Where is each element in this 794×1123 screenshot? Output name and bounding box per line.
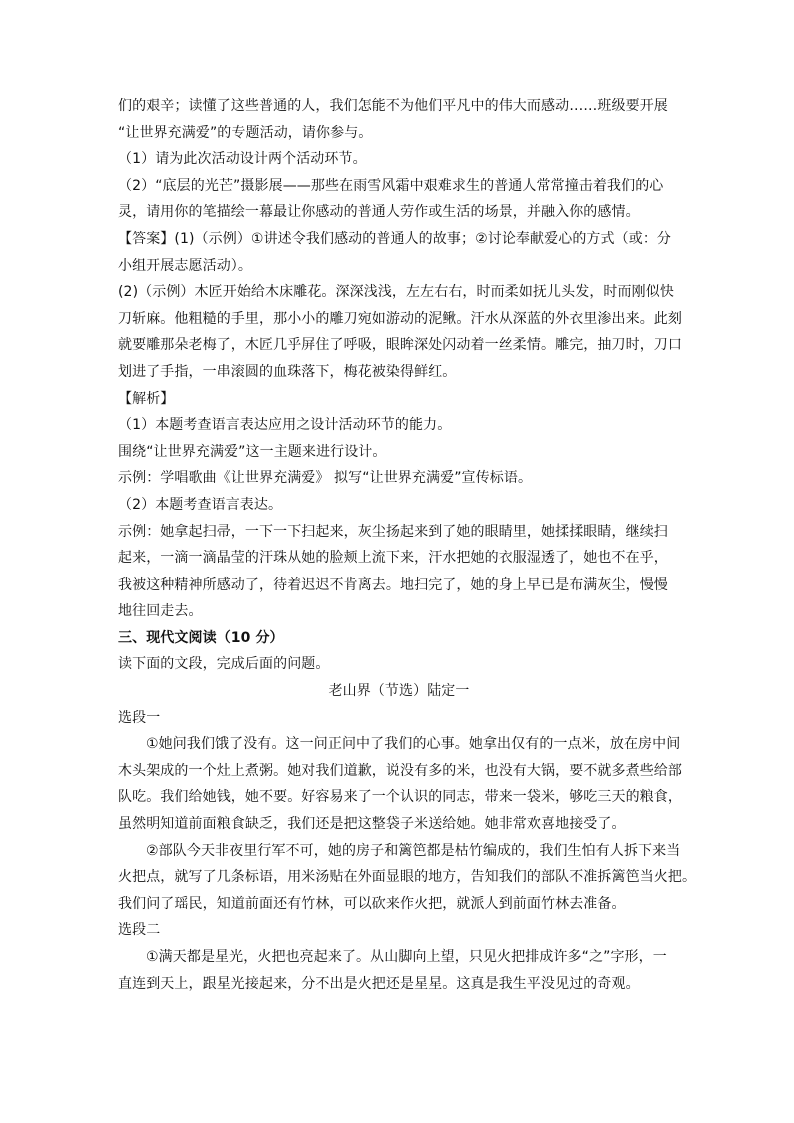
excerpt-label: 选段二 xyxy=(118,922,161,939)
text-line: （1）本题考查语言表达应用之设计活动环节的能力。 xyxy=(118,417,452,434)
text-line: 火把点，就写了几条标语，用米汤贴在外面显眼的地方，告知我们的部队不准拆篱笆当火把。 xyxy=(118,869,697,886)
text-line: 虽然明知道前面粮食缺乏，我们还是把这整袋子米送给她。她非常欢喜地接受了。 xyxy=(118,816,626,833)
text-line: ①她问我们饿了没有。这一问正问中了我们的心事。她拿出仅有的一点米，放在房中间 xyxy=(146,736,681,753)
instruction-line: 读下面的文段，完成后面的问题。 xyxy=(118,656,330,673)
text-line: 地往回走去。 xyxy=(118,603,203,620)
text-line: 刀斩麻。他粗糙的手里，那小小的雕刀宛如游动的泥鳅。汗水从深蓝的外衣里渗出来。此刻 xyxy=(118,310,682,327)
text-line: 们的艰辛；读懂了这些普通的人，我们怎能不为他们平凡中的伟大而感动……班级要开展 xyxy=(118,98,668,114)
text-line: 队吃。我们给她钱，她不要。好容易来了一个认识的同志，带来一袋米，够吃三天的粮食， xyxy=(118,789,682,806)
text-line: 木头架成的一个灶上煮粥。她对我们道歉，说没有多的米，也没有大锅，要不就多煮些给部 xyxy=(118,762,682,779)
text-line: （1）请为此次活动设计两个活动环节。 xyxy=(118,151,367,168)
text-line: （2）本题考查语言表达。 xyxy=(118,496,283,513)
answer-line: 【答案】(1)（示例）①讲述令我们感动的普通人的故事；②讨论奉献爱心的方式（或：分 xyxy=(118,230,672,247)
text-line: 划进了手指，一串滚圆的血珠落下，梅花被染得鲜红。 xyxy=(118,363,457,380)
analysis-heading: 【解析】 xyxy=(118,390,175,407)
text-line: (2)（示例）木匠开始给木床雕花。深深浅浅，左左右右，时而柔如抚儿头发，时而刚似快 xyxy=(118,284,674,301)
text-line: “让世界充满爱”的专题活动，请你参与。 xyxy=(118,124,373,141)
text-line: 围绕“让世界充满爱”这一主题来进行设计。 xyxy=(118,443,387,460)
text-line: ①满天都是星光，火把也亮起来了。从山脚向上望，只见火把排成许多“之”字形，一 xyxy=(146,949,667,965)
document-body xyxy=(118,93,697,997)
excerpt-label: 选段一 xyxy=(118,709,161,726)
text-line: 示例：学唱歌曲《让世界充满爱》 拟写“让世界充满爱”宣传标语。 xyxy=(118,470,533,487)
text-line: 起来，一滴一滴晶莹的汗珠从她的脸颊上流下来，汗水把她的衣服湿透了，她也不在乎， xyxy=(118,550,668,567)
passage-title: 老山界（节选）陆定一 xyxy=(328,683,470,700)
section-heading: 三、现代文阅读（10 分） xyxy=(118,629,284,646)
text-line: 灵，请用你的笔描绘一幕最让你感动的普通人劳作或生活的场景，并融入你的感情。 xyxy=(118,204,640,221)
text-line: 示例：她拿起扫帚，一下一下扫起来，灰尘扬起来到了她的眼睛里，她揉揉眼睛，继续扫 xyxy=(118,523,668,540)
text-line: （2）“底层的光芒”摄影展——那些在雨雪风霜中艰难求生的普通人常常撞击着我们的心 xyxy=(118,177,664,194)
text-line: 就要雕那朵老梅了，木匠几乎屏住了呼吸，眼眸深处闪动着一丝柔情。雕完，抽刀时，刀口 xyxy=(118,337,682,354)
text-line: 我被这种精神所感动了，待着迟迟不肯离去。地扫完了，她的身上早已是布满灰尘，慢慢 xyxy=(118,576,668,593)
text-line: 我们问了瑶民，知道前面还有竹林，可以砍来作火把，就派人到前面竹林去准备。 xyxy=(118,895,626,912)
text-line: 直连到天上，跟星光接起来，分不出是火把还是星星。这真是我生平没见过的奇观。 xyxy=(118,975,640,992)
text-line: ②部队今天非夜里行军不可，她的房子和篱笆都是枯竹编成的，我们生怕有人拆下来当 xyxy=(146,842,681,859)
text-line: 小组开展志愿活动）。 xyxy=(118,257,252,274)
